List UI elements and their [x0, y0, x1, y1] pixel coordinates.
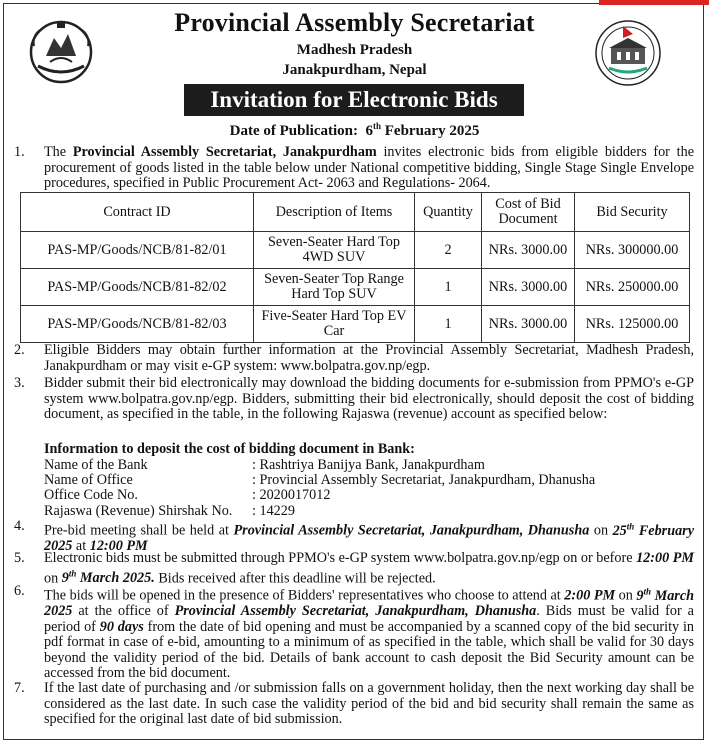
table-row: PAS-MP/Goods/NCB/81-82/03 Five-Seater Hard Top EV Car 1 NRs. 3000.00 NRs. 125000.00 — [21, 306, 690, 343]
table-row: PAS-MP/Goods/NCB/81-82/01 Seven-Seater Hard Top 4WD SUV 2 NRs. 3000.00 NRs. 300000.00 — [21, 232, 690, 269]
table-header-row — [21, 193, 690, 232]
bank-row: Rajaswa (Revenue) Shirshak No. : 14229 — [44, 503, 295, 519]
bank-row: Office Code No. : 2020017012 — [44, 487, 331, 503]
bids-table — [20, 192, 690, 343]
notice-banner: Invitation for Electronic Bids — [184, 84, 524, 116]
clause-6: 6. The bids will be opened in the presence of Bidders' representatives who choose to attend at 2:00 PM on 9th March 2025 at the office of Provincial Assembly Secretariat, Janakpurdham, Dhanusha. Bids must be valid for a period of 90 days from the date of bid opening and must be accompanied by a scanned copy of the bid security in pdf format in case of e-bid, amounting to a minimum of as specified in the table, which shall be valid for 30 days beyond the validity period of the bid. Details of bank account to cash deposit the Bid Security amount can be accessed from the bid document. — [14, 583, 695, 682]
col-security: Bid Security — [575, 193, 690, 232]
clause-5: 5. Electronic bids must be submitted through PPMO's e-GP system www.bolpatra.gov.np/egp on or before 12:00 PM on 9th March 2025. Bids received after this deadline will be rejected. — [14, 550, 694, 587]
table-row: PAS-MP/Goods/NCB/81-82/02 Seven-Seater Top Range Hard Top SUV 1 NRs. 3000.00 NRs. 250000.00 — [21, 269, 690, 306]
bank-row: Name of the Bank : Rashtriya Banijya Bank, Janakpurdham — [44, 457, 485, 473]
bank-info-heading: Information to deposit the cost of bidding document in Bank: — [44, 441, 415, 457]
col-cost: Cost of Bid Document — [482, 193, 575, 232]
bank-row: Name of Office : Provincial Assembly Secretariat, Janakpurdham, Dhanusha — [44, 472, 596, 488]
clause-2: 2. Eligible Bidders may obtain further information at the Provincial Assembly Secretariat, Madhesh Pradesh, Janakpurdham or may visit e-GP system: www.bolpatra.gov.np/egp. — [14, 342, 694, 374]
page-title: Provincial Assembly Secretariat — [174, 8, 535, 37]
col-contract-id: Contract ID — [21, 193, 254, 232]
publication-date: Date of Publication: 6th February 2025 — [229, 121, 480, 139]
province-name: Madhesh Pradesh — [296, 42, 413, 58]
col-description: Description of Items — [254, 193, 415, 232]
col-quantity: Quantity — [415, 193, 482, 232]
office-location: Janakpurdham, Nepal — [282, 62, 427, 78]
clause-1: 1. The Provincial Assembly Secretariat, Janakpurdham invites electronic bids from eligible bidders for the procurement of goods listed in the table below under National competitive bidding, Single Stage Single Envelope procedures, specified in Public Procurement Act- 2063 and Regulations- 2064. — [14, 144, 694, 191]
clause-4: 4. Pre-bid meeting shall be held at Provincial Assembly Secretariat, Janakpurdham, Dhanusha on 25th February 2025 at 12:00 PM — [14, 518, 695, 555]
clause-7: 7. If the last date of purchasing and /or submission falls on a government holiday, then the next working day shall be considered as the last date. In such case the validity period of the bid and bid security shall remain the same as specified for the original last date of bid submission. — [14, 680, 694, 727]
corner-mark — [599, 0, 709, 5]
clause-3: 3. Bidder submit their bid electronically may download the bidding documents for e-submission from PPMO's e-GP system www.bolpatra.gov.np/egp. Bidders, submitting their bid electronically, should deposit the cost of bidding document, as specified in the table, in the following Rajaswa (revenue) account as specified below: — [14, 375, 694, 422]
